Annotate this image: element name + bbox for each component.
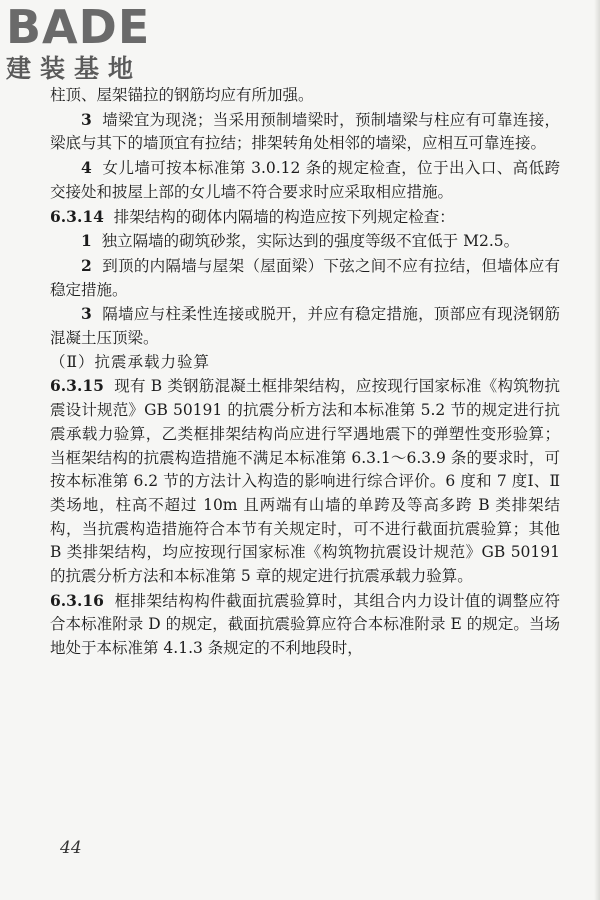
clause-text: 现有 B 类钢筋混凝土框排架结构，应按现行国家标准《构筑物抗震设计规范》GB 50191 的抗震分析方法和本标准第 5.2 节的规定进行抗震承载力验算，乙类框排架结构尚应进行罕遇地震下的弹塑性变形验算；当框架结构的抗震构造措施不满足本标准第 6.3.1～6.3.9 条的要求时，可按本标准第 6.2 节的方法计入构造的影响进行综合评价。6 度和 7 度Ⅰ、Ⅱ类场地，柱高不超过 10m 且两端有山墙的单跨及等高多跨 B 类排架结构，当抗震构造措施符合本节有关规定时，可不进行截面抗震验算；其他 B 类排架结构，均应按现行国家标准《构筑物抗震设计规范》GB 50191 的抗震分析方法和本标准第 5 章的规定进行抗震承载力验算。 — [50, 377, 561, 586]
list-item — [50, 229, 560, 254]
clause-number: 6.3.14 — [50, 206, 104, 226]
item-number: 3 — [81, 304, 92, 324]
item-text: 独立隔墙的砌筑砂浆，实际达到的强度等级不宜低于 M2.5。 — [101, 232, 520, 251]
list-item — [50, 108, 560, 156]
item-text: 女儿墙可按本标准第 3.0.12 条的规定检查，位于出入口、高低跨交接处和披屋上部的女儿墙不符合要求时应采取相应措施。 — [50, 159, 561, 201]
logo-tagline: 建装基地 — [6, 54, 143, 83]
item-number: 1 — [81, 231, 92, 251]
clause-number: 6.3.16 — [50, 590, 104, 610]
item-number: 2 — [81, 255, 92, 275]
clause-text: 排架结构的砌体内隔墙的构造应按下列规定检查： — [113, 207, 455, 226]
item-text: 到顶的内隔墙与屋架（屋面梁）下弦之间不应有拉结，但墙体应有稳定措施。 — [50, 256, 560, 299]
clause — [50, 374, 560, 588]
brand-logo — [6, 2, 176, 84]
clause — [50, 589, 560, 661]
item-number: 4 — [81, 158, 92, 178]
logo-wordmark: BADE — [6, 0, 151, 54]
paragraph-continuation — [50, 84, 560, 108]
item-text: 墙梁宜为现浇；当采用预制墙梁时，预制墙梁与柱应有可靠连接，梁底与其下的墙顶宜有拉结；排架转角处相邻的墙梁，应相互可靠连接。 — [50, 110, 560, 153]
clause-text: 框排架结构构件截面抗震验算时，其组合内力设计值的调整应符合本标准附录 D 的规定，截面抗震验算应符合本标准附录 E 的规定。当场地处于本标准第 4.1.3 条规定的不利地段时， — [50, 591, 560, 658]
paragraph-text: 柱顶、屋架锚拉的钢筋均应有所加强。 — [50, 86, 314, 104]
item-text: 隔墙应与柱柔性连接或脱开，并应有稳定措施，顶部应有现浇钢筋混凝土压顶梁。 — [50, 305, 560, 348]
section-title: （Ⅱ）抗震承载力验算 — [50, 352, 211, 371]
page-number: 44 — [60, 838, 82, 858]
clause-number: 6.3.15 — [50, 376, 104, 396]
page-edge-shadow — [594, 0, 600, 900]
list-item — [50, 254, 560, 302]
item-number: 3 — [81, 109, 92, 129]
clause — [50, 205, 560, 230]
page-body — [50, 84, 560, 661]
list-item — [50, 302, 560, 350]
list-item — [50, 156, 560, 204]
